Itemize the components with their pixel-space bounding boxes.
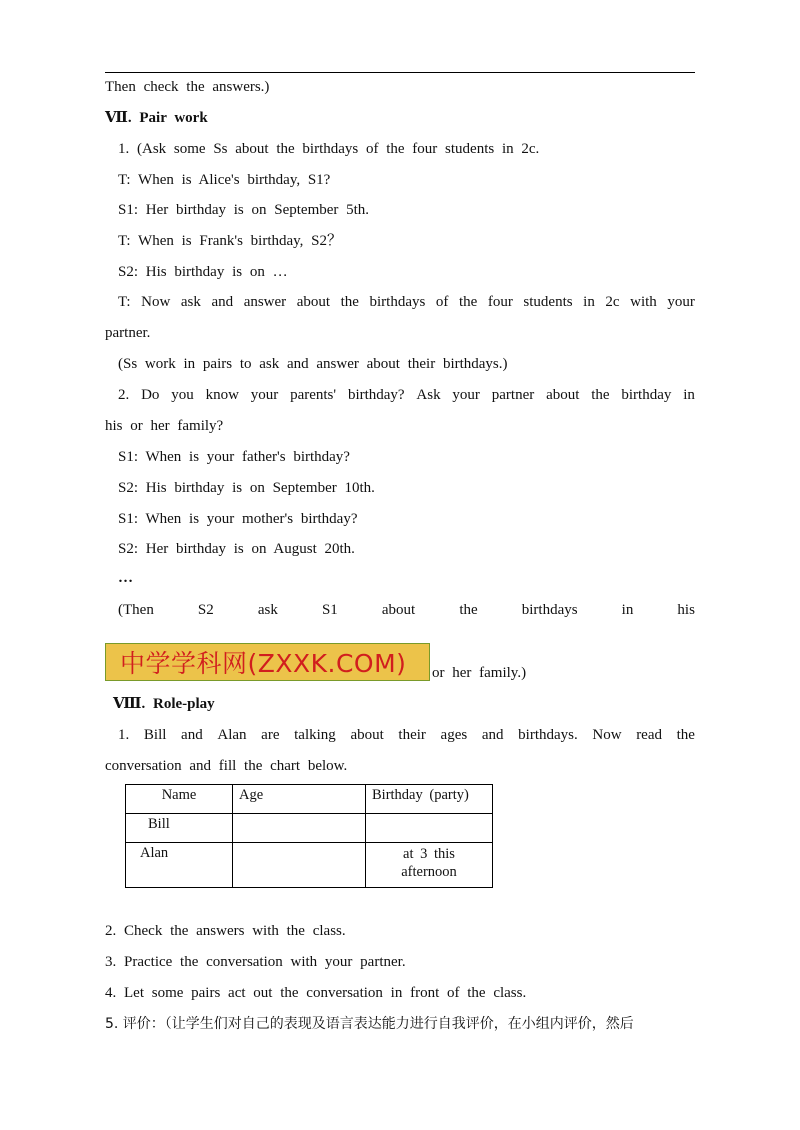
word: four [487,294,513,310]
word: Alan [217,727,247,743]
fill-in-chart [125,784,493,888]
word: about [296,294,331,310]
word: birthdays [369,294,426,310]
text-line: S2: Her birthday is on August 20th. [118,541,355,557]
text-line: S2: His birthday is on September 10th. [118,480,375,496]
text-line: T: When is Alice's birthday, S1? [118,172,331,188]
word: you [171,387,194,403]
table-cell: at 3 this afternoon [366,843,493,888]
word: 1. [118,727,130,743]
text-line: 1. (Ask some Ss about the birthdays of the four students in 2c. [118,141,540,157]
text-line: T: When is Frank's birthday, S2？ [118,233,343,249]
table-header-cell: Birthday (party) [366,785,493,814]
watermark-banner: 中学学科网(ZXXK.COM) [105,643,430,681]
word: with [630,294,657,310]
word: about [350,727,384,743]
word: partner [491,387,535,403]
word: your [250,387,279,403]
text-line: S1: Her birthday is on September 5th. [118,202,370,218]
text-line: Then check the answers.) [105,79,270,95]
word: birthdays [521,602,578,618]
word: the [340,294,359,310]
word: of [435,294,449,310]
word: the [459,602,478,618]
word: ask [257,602,278,618]
word: answer [243,294,287,310]
text-line: or her family.) [432,665,527,681]
word: Now [141,294,171,310]
word: your [452,387,480,403]
word: are [261,727,280,743]
word: (Then [118,602,154,618]
section-heading-role-play: Ⅷ. Role-play [113,696,215,712]
table-header-cell: Age [233,785,366,814]
word: 2c [605,294,620,310]
header-rule [105,72,695,73]
word: ask [180,294,201,310]
word: 2. [118,387,130,403]
text-line: 3. Practice the conversation with your partner. [105,954,406,970]
word: S1 [321,602,338,618]
word: about [381,602,416,618]
text-line: S2: His birthday is on … [118,264,288,280]
word: parents' [290,387,337,403]
word: and [481,727,504,743]
text-line: S1: When is your mother's birthday? [118,511,358,527]
table-header-cell: Name [126,785,233,814]
word: birthday [621,387,672,403]
justified-line [118,601,695,619]
word: Now [592,727,622,743]
word: and [181,727,203,743]
justified-line [118,386,695,404]
table-cell [233,843,366,888]
word: in [621,602,634,618]
table-cell: Bill [126,814,233,843]
text-line: (Ss work in pairs to ask and answer about their birthdays.) [118,356,508,372]
table-header-row [126,785,493,814]
word: Do [141,387,160,403]
word: about [546,387,580,403]
word: their [398,727,426,743]
word: his [677,602,695,618]
word: know [205,387,239,403]
word: T: [118,294,131,310]
word: in [683,387,695,403]
word: talking [294,727,336,743]
word: ages [440,727,468,743]
word: the [458,294,478,310]
word: read [636,727,662,743]
text-line: 2. Check the answers with the class. [105,923,346,939]
word: and [211,294,234,310]
word: birthdays. [518,727,578,743]
text-line: partner. [105,325,151,341]
word: birthday? [347,387,405,403]
ellipsis: … [118,570,133,586]
table-cell [233,814,366,843]
text-line: conversation and fill the chart below. [105,758,348,774]
table-cell: Alan [126,843,233,888]
word: students [523,294,573,310]
word: the [591,387,610,403]
word: S2 [197,602,214,618]
table-row [126,814,493,843]
table-row [126,843,493,888]
text-line: S1: When is your father's birthday? [118,449,350,465]
text-line: 4. Let some pairs act out the conversation in front of the class. [105,985,527,1001]
word: Bill [143,727,167,743]
word: your [667,294,695,310]
justified-line [118,293,695,311]
justified-line [118,726,695,744]
text-line: his or her family? [105,418,224,434]
word: in [583,294,595,310]
word: the [676,727,695,743]
table-cell [366,814,493,843]
word: Ask [416,387,441,403]
text-line: 5. 评价：（让学生们对自己的表现及语言表达能力进行自我评价，在小组内评价，然后 [105,1016,634,1032]
section-heading-pair-work: Ⅶ. Pair work [105,110,208,126]
